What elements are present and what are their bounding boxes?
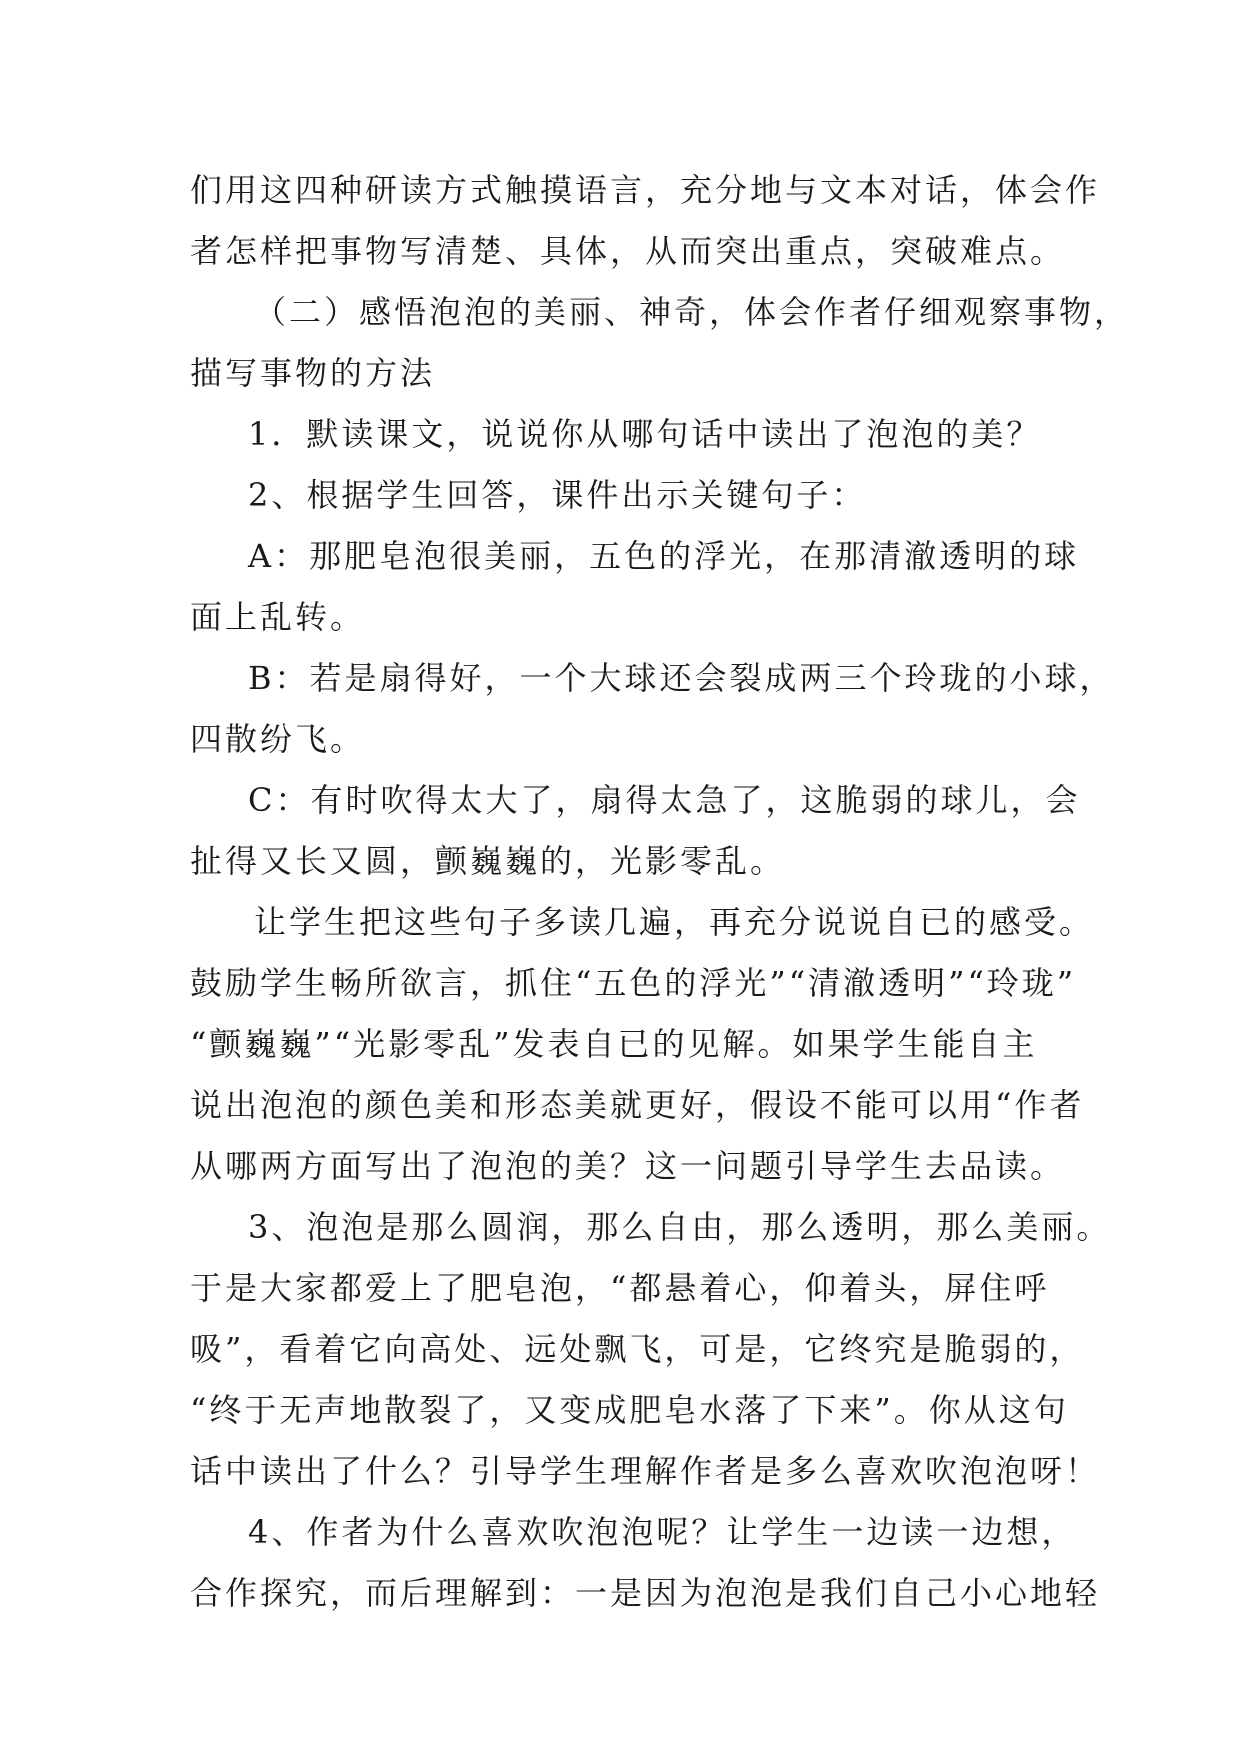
text-line: 说出泡泡的颜色美和形态美就更好，假设不能可以用“作者 <box>190 1086 1085 1124</box>
section-heading-line: （二）感悟泡泡的美丽、神奇，体会作者仔细观察事物， <box>254 293 1130 331</box>
text-line: 吸”，看着它向高处、远处飘飞，可是，它终究是脆弱的， <box>190 1330 1085 1368</box>
text-line: 1．默读课文，说说你从哪句话中读出了泡泡的美？ <box>248 415 1042 453</box>
section-heading-line: 描写事物的方法 <box>190 354 436 392</box>
text-line: 者怎样把事物写清楚、具体，从而突出重点，突破难点。 <box>190 232 1066 270</box>
text-line: C：有时吹得太大了，扇得太急了，这脆弱的球儿，会 <box>248 781 1081 819</box>
text-line: “颤巍巍”“光影零乱”发表自已的见解。如果学生能自主 <box>190 1025 1038 1063</box>
text-line: “终于无声地散裂了，又变成肥皂水落了下来”。你从这句 <box>190 1391 1069 1429</box>
text-line: 们用这四种研读方式触摸语言，充分地与文本对话，体会作 <box>190 171 1101 209</box>
text-line: 话中读出了什么？引导学生理解作者是多么喜欢吹泡泡呀！ <box>190 1452 1101 1490</box>
text-line: 扯得又长又圆，颤巍巍的，光影零乱。 <box>190 842 786 880</box>
text-line: 2、根据学生回答，课件出示关键句子： <box>248 476 867 514</box>
text-line: 从哪两方面写出了泡泡的美？这一问题引导学生去品读。 <box>190 1147 1066 1185</box>
text-line: 合作探究，而后理解到：一是因为泡泡是我们自己小心地轻 <box>190 1574 1101 1612</box>
text-line: 3、泡泡是那么圆润，那么自由，那么透明，那么美丽。 <box>248 1208 1112 1246</box>
text-line: B：若是扇得好，一个大球还会裂成两三个玲珑的小球， <box>248 659 1115 697</box>
document-body <box>190 160 1130 1624</box>
text-line: 于是大家都爱上了肥皂泡，“都悬着心，仰着头，屏住呼 <box>190 1269 1050 1307</box>
text-line: 四散纷飞。 <box>190 720 366 758</box>
text-line: 面上乱转。 <box>190 598 366 636</box>
text-line: 4、作者为什么喜欢吹泡泡呢？让学生一边读一边想， <box>248 1513 1077 1551</box>
text-line: 让学生把这些句子多读几遍，再充分说说自已的感受。 <box>254 903 1095 941</box>
text-line: A：那肥皂泡很美丽，五色的浮光，在那清澈透明的球 <box>248 537 1080 575</box>
text-line: 鼓励学生畅所欲言，抓住“五色的浮光”“清澈透明”“玲珑” <box>190 964 1077 1002</box>
